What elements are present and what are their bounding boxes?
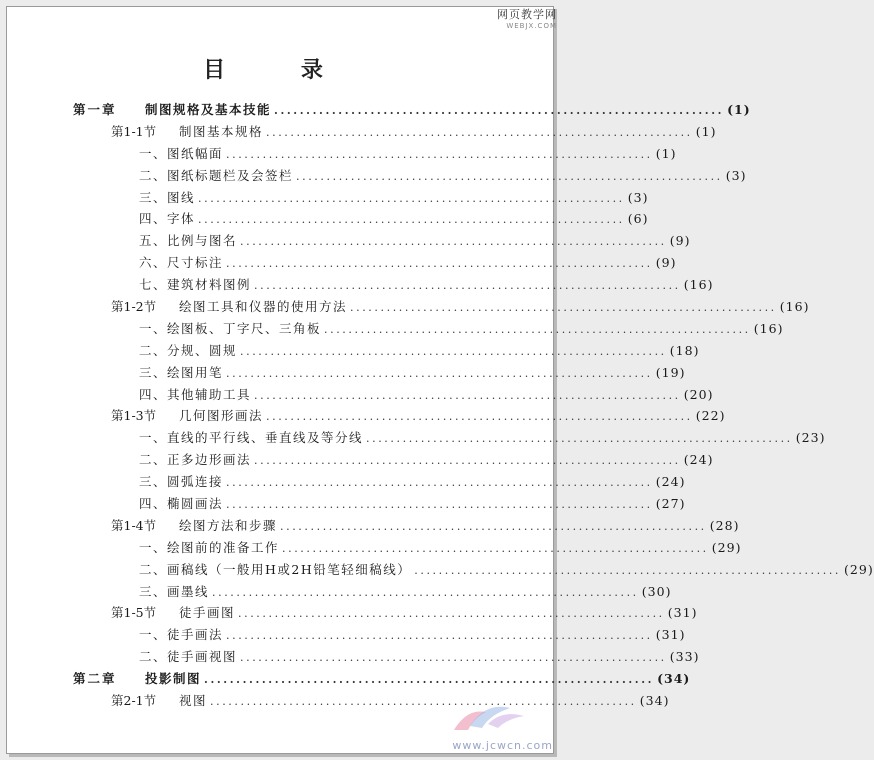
toc-item-row: [73, 538, 742, 560]
toc-entry-text: 绘图工具和仪器的使用方法: [179, 299, 348, 315]
toc-entry-number: 第1-1节: [111, 123, 157, 139]
toc-page-number: (16): [753, 320, 784, 336]
toc-entry-text: 一、绘图板、丁字尺、三角板: [139, 320, 322, 336]
toc-section-row: [73, 297, 810, 319]
toc-page-number: (1): [695, 123, 717, 139]
toc-entry-text: 一、徒手画法: [139, 627, 224, 643]
toc-item-row: [73, 494, 686, 516]
toc-section-row: [73, 122, 717, 144]
toc-entry-label: [111, 691, 207, 709]
toc-page-number: (9): [669, 233, 691, 249]
toc-item-row: [73, 472, 686, 494]
toc-item-row: [73, 209, 649, 231]
toc-page-number: (31): [655, 627, 686, 643]
toc-entry-text: 六、尺寸标注: [139, 255, 224, 271]
bird-logo-icon: [448, 700, 528, 736]
toc-entry-label: [139, 209, 195, 227]
toc-entry-text: 一、绘图前的准备工作: [139, 539, 280, 555]
toc-entry-number: 第1-3节: [111, 408, 157, 424]
toc-page-number: (34): [657, 671, 691, 687]
toc-page-number: (18): [669, 342, 700, 358]
toc-entry-text: 一、图纸幅面: [139, 145, 224, 161]
toc-chapter-row: [73, 100, 751, 122]
toc-entry-text: 二、徒手画视图: [139, 649, 238, 665]
toc-entry-label: [139, 385, 251, 403]
toc-entry-label: [139, 253, 223, 271]
toc-entry-text: 二、分规、圆规: [139, 342, 238, 358]
dot-leader: ......................................................................: [204, 673, 655, 687]
toc-item-row: [73, 231, 691, 253]
toc-page-number: (29): [711, 539, 742, 555]
toc-section-row: [73, 516, 740, 538]
dot-leader: ......................................................................: [324, 322, 751, 336]
dot-leader: ......................................................................: [280, 519, 707, 533]
dot-leader: ......................................................................: [212, 585, 639, 599]
toc-entry-label: [139, 538, 279, 556]
toc-entry-label: [111, 122, 263, 140]
toc-entry-number: 第二章: [73, 671, 117, 687]
toc-entry-label: [139, 144, 223, 162]
toc-page-number: (28): [709, 517, 740, 533]
toc-entry-text: 二、画稿线（一般用H或2H铅笔轻细稿线）: [139, 561, 412, 577]
toc-entry-label: [139, 363, 223, 381]
toc-entry-label: [139, 582, 209, 600]
dot-leader: ......................................................................: [254, 388, 681, 402]
toc-page-number: (6): [627, 211, 649, 227]
toc-entry-text: 三、圆弧连接: [139, 474, 224, 490]
dot-leader: ......................................................................: [282, 541, 709, 555]
toc-entry-text: 绘图方法和步骤: [179, 517, 278, 533]
toc-entry-label: [111, 406, 263, 424]
toc-page-number: (31): [667, 605, 698, 621]
toc-entry-text: 制图基本规格: [179, 123, 264, 139]
dot-leader: ......................................................................: [414, 563, 842, 577]
toc-entry-text: 三、绘图用笔: [139, 364, 224, 380]
toc-item-row: [73, 188, 649, 210]
toc-item-row: [73, 275, 714, 297]
toc-item-row: [73, 363, 686, 385]
toc-entry-label: [139, 625, 223, 643]
dot-leader: ......................................................................: [254, 454, 681, 468]
toc-page-number: (16): [683, 277, 714, 293]
toc-entry-text: 五、比例与图名: [139, 233, 238, 249]
toc-page-number: (20): [683, 386, 714, 402]
toc-item-row: [73, 144, 677, 166]
watermark-top-line1: 网页教学网: [497, 8, 557, 21]
toc-page-number: (16): [779, 299, 810, 315]
toc-entry-label: [139, 341, 237, 359]
toc-page-number: (9): [655, 255, 677, 271]
dot-leader: ......................................................................: [240, 235, 667, 249]
toc-entry-text: 投影制图: [145, 671, 202, 687]
toc-page-number: (23): [795, 430, 826, 446]
toc-entry-text: 三、图线: [139, 189, 196, 205]
toc-page-number: (19): [655, 364, 686, 380]
toc-page-number: (33): [669, 649, 700, 665]
dot-leader: ......................................................................: [274, 104, 725, 117]
toc-entry-label: [111, 516, 277, 534]
dot-leader: ......................................................................: [266, 125, 693, 139]
dot-leader: ......................................................................: [226, 366, 653, 380]
toc-page-number: (24): [683, 452, 714, 468]
dot-leader: ......................................................................: [226, 476, 653, 490]
toc-entry-text: 二、正多边形画法: [139, 452, 252, 468]
toc-entry-label: [139, 275, 251, 293]
toc-entry-text: 四、字体: [139, 211, 196, 227]
toc-entry-label: [139, 472, 223, 490]
dot-leader: ......................................................................: [198, 191, 625, 205]
toc-entry-text: 制图规格及基本技能: [145, 102, 272, 117]
toc-section-row: [73, 406, 726, 428]
toc-item-row: [73, 341, 700, 363]
toc-entry-number: 第一章: [73, 102, 117, 117]
toc-page-number: (24): [655, 474, 686, 490]
toc-item-row: [73, 450, 714, 472]
toc-page-number: (34): [639, 693, 670, 709]
dot-leader: ......................................................................: [198, 213, 625, 227]
toc-entry-label: [139, 560, 411, 578]
toc-entry-number: 第1-2节: [111, 299, 157, 315]
toc-entry-label: [139, 166, 293, 184]
toc-page-number: (1): [655, 145, 677, 161]
dot-leader: ......................................................................: [226, 257, 653, 271]
toc-page-number: (27): [655, 496, 686, 512]
dot-leader: ......................................................................: [226, 498, 653, 512]
toc-page-number: (1): [727, 102, 751, 117]
toc-entry-label: [111, 297, 347, 315]
toc-page-number: (30): [641, 583, 672, 599]
toc-chapter-row: [73, 669, 691, 691]
toc-entry-text: 四、椭圆画法: [139, 496, 224, 512]
toc-entry-text: 视图: [179, 693, 208, 709]
document-page: [6, 6, 874, 754]
table-of-contents: [73, 100, 874, 713]
toc-page-number: (22): [695, 408, 726, 424]
toc-item-row: [73, 647, 700, 669]
toc-item-row: [73, 560, 874, 582]
toc-entry-label: [139, 494, 223, 512]
toc-page-number: (3): [725, 167, 747, 183]
toc-entry-number: 第1-5节: [111, 605, 157, 621]
dot-leader: ......................................................................: [296, 169, 723, 183]
dot-leader: ......................................................................: [240, 344, 667, 358]
toc-entry-label: [139, 319, 321, 337]
toc-entry-label: [73, 669, 201, 687]
toc-item-row: [73, 319, 784, 341]
toc-entry-label: [111, 603, 235, 621]
toc-entry-text: 七、建筑材料图例: [139, 277, 252, 293]
toc-entry-label: [139, 647, 237, 665]
dot-leader: ......................................................................: [266, 410, 693, 424]
toc-entry-text: 二、图纸标题栏及会签栏: [139, 167, 294, 183]
toc-section-row: [73, 603, 698, 625]
toc-entry-number: 第2-1节: [111, 693, 157, 709]
watermark-top-line2: WEBJX.COM: [506, 22, 557, 30]
toc-page-number: (29): [844, 561, 874, 577]
dot-leader: ......................................................................: [350, 301, 777, 315]
toc-item-row: [73, 385, 714, 407]
toc-entry-text: 几何图形画法: [179, 408, 264, 424]
toc-item-row: [73, 166, 747, 188]
page-title: 目 录: [203, 57, 357, 83]
dot-leader: ......................................................................: [240, 651, 667, 665]
watermark-bottom: www.jcwcn.com: [452, 739, 553, 752]
toc-entry-text: 四、其他辅助工具: [139, 386, 252, 402]
toc-item-row: [73, 428, 826, 450]
toc-entry-label: [139, 188, 195, 206]
toc-item-row: [73, 625, 686, 647]
toc-entry-label: [73, 100, 271, 118]
dot-leader: ......................................................................: [210, 695, 637, 709]
toc-entry-number: 第1-4节: [111, 517, 157, 533]
watermark-top: [497, 6, 557, 30]
toc-entry-text: 三、画墨线: [139, 583, 210, 599]
toc-item-row: [73, 582, 672, 604]
toc-entry-text: 一、直线的平行线、垂直线及等分线: [139, 430, 364, 446]
toc-entry-label: [139, 450, 251, 468]
toc-item-row: [73, 253, 677, 275]
toc-entry-label: [139, 428, 363, 446]
dot-leader: ......................................................................: [226, 147, 653, 161]
dot-leader: ......................................................................: [254, 279, 681, 293]
toc-entry-text: 徒手画图: [179, 605, 236, 621]
toc-section-row: [73, 691, 670, 713]
dot-leader: ......................................................................: [238, 607, 665, 621]
dot-leader: ......................................................................: [366, 432, 793, 446]
dot-leader: ......................................................................: [226, 629, 653, 643]
toc-page-number: (3): [627, 189, 649, 205]
toc-entry-label: [139, 231, 237, 249]
